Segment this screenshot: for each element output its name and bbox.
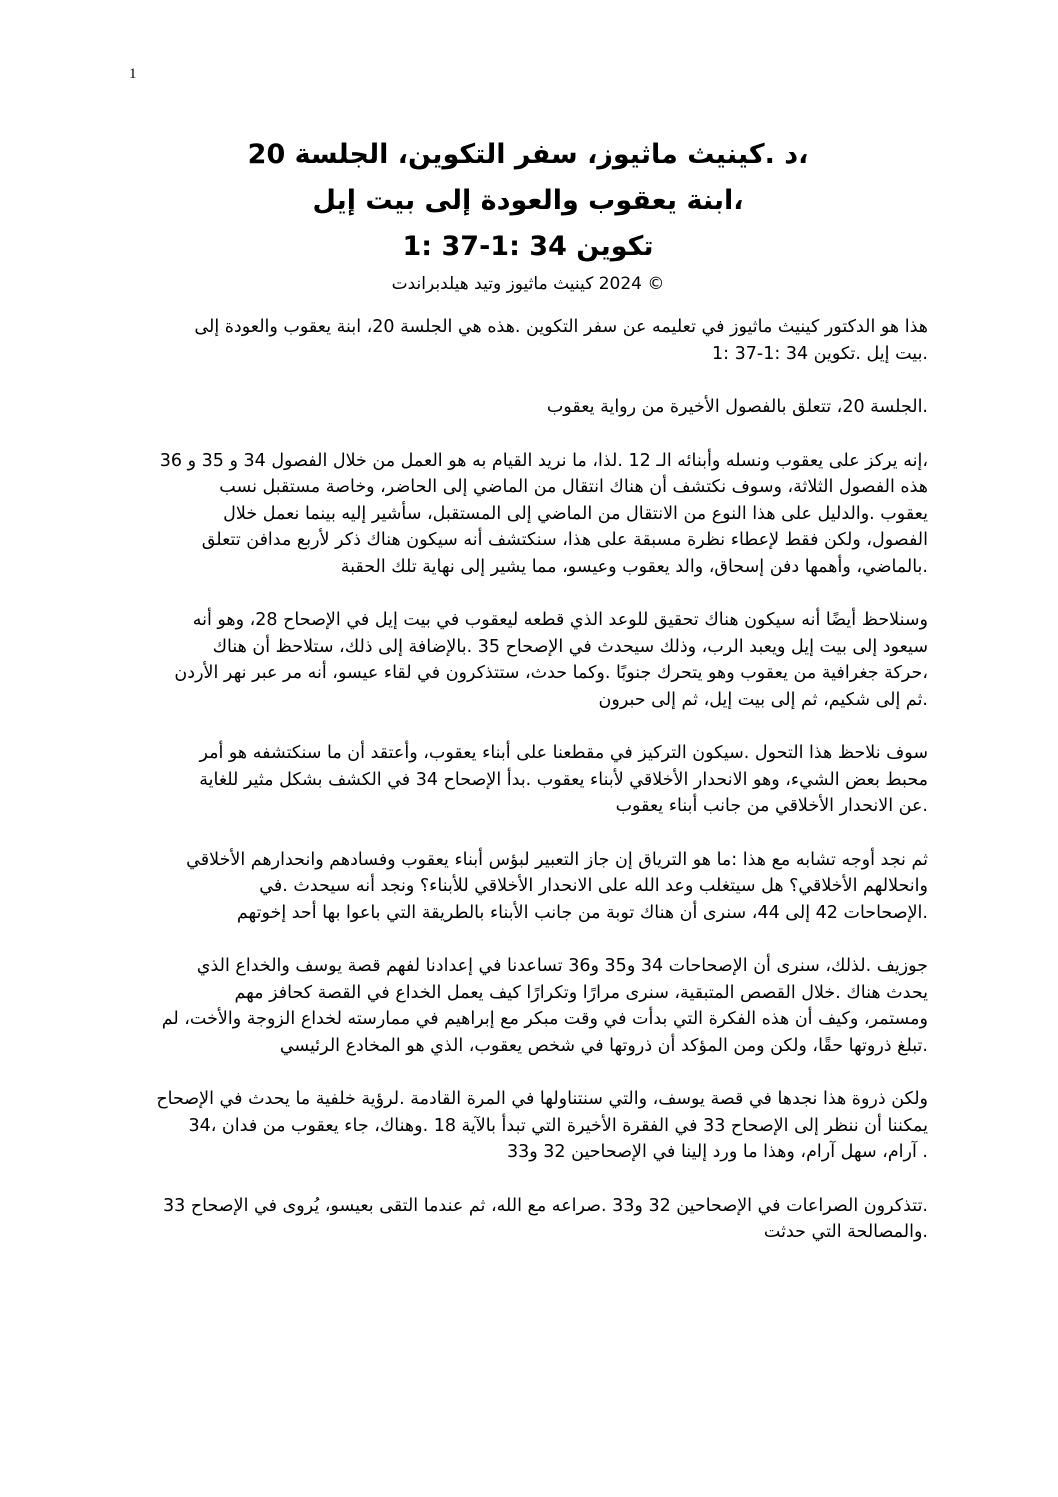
paragraph-line: .بالماضي، وأهمها دفن إسحاق، والد يعقوب وعيسو، مما يشير إلى نهاية تلك الحقبة bbox=[340, 556, 928, 577]
paragraph-8 bbox=[132, 1086, 928, 1166]
paragraph-2 bbox=[132, 394, 928, 421]
paragraph-line: هذه الفصول الثلاثة، وسوف نكتشف أن هناك انتقال من الماضي إلى الحاضر، وخاصة مستقبل نسب bbox=[219, 477, 928, 497]
paragraph-line: هذا هو الدكتور كينيث ماثيوز في تعليمه عن سفر التكوين .هذه هي الجلسة 20، ابنة يعقوب والعودة إلى bbox=[194, 317, 928, 337]
paragraph-line: ثم نجد أوجه تشابه مع هذا :ما هو الترياق إن جاز التعبير لبؤس أبناء يعقوب وفسادهم وانحدارهم الأخلاقي bbox=[186, 849, 928, 870]
title-line-1: ،د .كينيث ماثيوز، سفر التكوين، الجلسة 20 bbox=[247, 139, 809, 170]
paragraph-line: يحدث هناك .خلال القصص المتبقية، سنرى مرارًا وتكرارًا كيف يعمل الخداع في القصة كحافز مهم bbox=[234, 982, 928, 1003]
document-body bbox=[132, 314, 928, 1273]
paragraph-7 bbox=[132, 953, 928, 1059]
paragraph-line: .بيت إيل .تكوين 34 :1-37 :1 bbox=[711, 343, 928, 364]
paragraph-3 bbox=[132, 448, 928, 581]
paragraph-line: .الإصحاحات 42 إلى 44، سنرى أن هناك توبة من جانب الأبناء بالطريقة التي باعوا بها أحد إخوتهم bbox=[236, 902, 928, 923]
paragraph-6 bbox=[132, 847, 928, 927]
copyright-notice: © 2024 كينيث ماثيوز وتيد هيلدبراندت bbox=[391, 274, 665, 294]
paragraph-line: .الجلسة 20، تتعلق بالفصول الأخيرة من رواية يعقوب bbox=[546, 397, 928, 417]
paragraph-line: .عن الانحدار الأخلاقي من جانب أبناء يعقوب bbox=[615, 796, 928, 816]
paragraph-line: يمكننا أن ننظر إلى الإصحاح 33 في الفقرة الأخيرة التي تبدأ بالآية 18 .وهناك، جاء يعقوب من فدان ،34 bbox=[188, 1115, 928, 1136]
paragraph-line: .تتذكرون الصراعات في الإصحاحين 32 و33 .صراعه مع الله، ثم عندما التقى بعيسو، يُروى في الإصحاح 33 bbox=[163, 1195, 928, 1216]
paragraph-line: .والمصالحة التي حدثت bbox=[763, 1222, 928, 1242]
paragraph-line: .ثم إلى شكيم، ثم إلى بيت إيل، ثم إلى حبرون bbox=[598, 689, 928, 710]
paragraph-line: ولكن ذروة هذا نجدها في قصة يوسف، والتي سنتناولها في المرة القادمة .لرؤية خلفية ما يحدث في الإصحاح bbox=[156, 1089, 928, 1109]
title-line-2: ،ابنة يعقوب والعودة إلى بيت إيل bbox=[312, 185, 744, 216]
title-line-3: تكوين 34 :1-37 :1 bbox=[402, 231, 654, 262]
paragraph-1 bbox=[132, 314, 928, 367]
paragraph-line: ،إنه يركز على يعقوب ونسله وأبنائه الـ 12 .لذا، ما نريد القيام به هو العمل من خلال الفصول 34 و 35 و 36 bbox=[159, 450, 928, 471]
paragraph-line: ومستمر، وكيف أن هذه الفكرة التي بدأت في وقت مبكر مع إبراهيم في ممارسته لخداع الزوجة والأخت، لم bbox=[161, 1009, 928, 1029]
paragraph-9 bbox=[132, 1193, 928, 1246]
paragraph-line: الفصول، ولكن فقط لإعطاء نظرة مسبقة على هذا، سنكتشف أنه سيكون هناك ذكر لأربع مدافن تتعلق bbox=[201, 530, 928, 550]
paragraph-line: سوف نلاحظ هذا التحول .سيكون التركيز في مقطعنا على أبناء يعقوب، وأعتقد أن ما سنكتشفه هو أمر bbox=[199, 743, 928, 763]
paragraph-4 bbox=[132, 607, 928, 713]
paragraph-line: ،حركة جغرافية من يعقوب وهو يتحرك جنوبًا .وكما حدث، ستتذكرون في لقاء عيسو، أنه مر عبر نهر الأردن bbox=[174, 663, 928, 683]
paragraph-line: يعقوب .والدليل على هذا النوع من الانتقال من الماضي إلى المستقبل، سأشير إليه بينما نعمل خلال bbox=[223, 503, 928, 524]
page-number: 1 bbox=[129, 66, 137, 82]
paragraph-line: محبط بعض الشيء، وهو الانحدار الأخلاقي لأبناء يعقوب .بدأ الإصحاح 34 في الكشف بشكل مثير للغاية bbox=[199, 769, 928, 790]
paragraph-line: وانحلالهم الأخلاقي؟ هل سيتغلب وعد الله على الانحدار الأخلاقي للأبناء؟ ونجد أنه سيحدث .في bbox=[259, 876, 928, 896]
paragraph-line: .تبلغ ذروتها حقًا، ولكن ومن المؤكد أن ذروتها في شخص يعقوب، الذي هو المخادع الرئيسي bbox=[279, 1035, 928, 1056]
paragraph-line: وسنلاحظ أيضًا أنه سيكون هناك تحقيق للوعد الذي قطعه ليعقوب في بيت إيل في الإصحاح 28، وهو أنه bbox=[192, 610, 928, 630]
paragraph-line: سيعود إلى بيت إيل ويعبد الرب، وذلك سيحدث في الإصحاح 35 .بالإضافة إلى ذلك، ستلاحظ أن هناك bbox=[212, 636, 928, 657]
paragraph-line: جوزيف .لذلك، سنرى أن الإصحاحات 34 و35 و36 تساعدنا في إعدادنا لفهم قصة يوسف والخداع الذي bbox=[196, 956, 928, 976]
paragraph-5 bbox=[132, 740, 928, 820]
paragraph-line: . آرام، سهل آرام، وهذا ما ورد إلينا في الإصحاحين 32 و33 bbox=[507, 1142, 928, 1162]
title-block bbox=[160, 132, 896, 298]
